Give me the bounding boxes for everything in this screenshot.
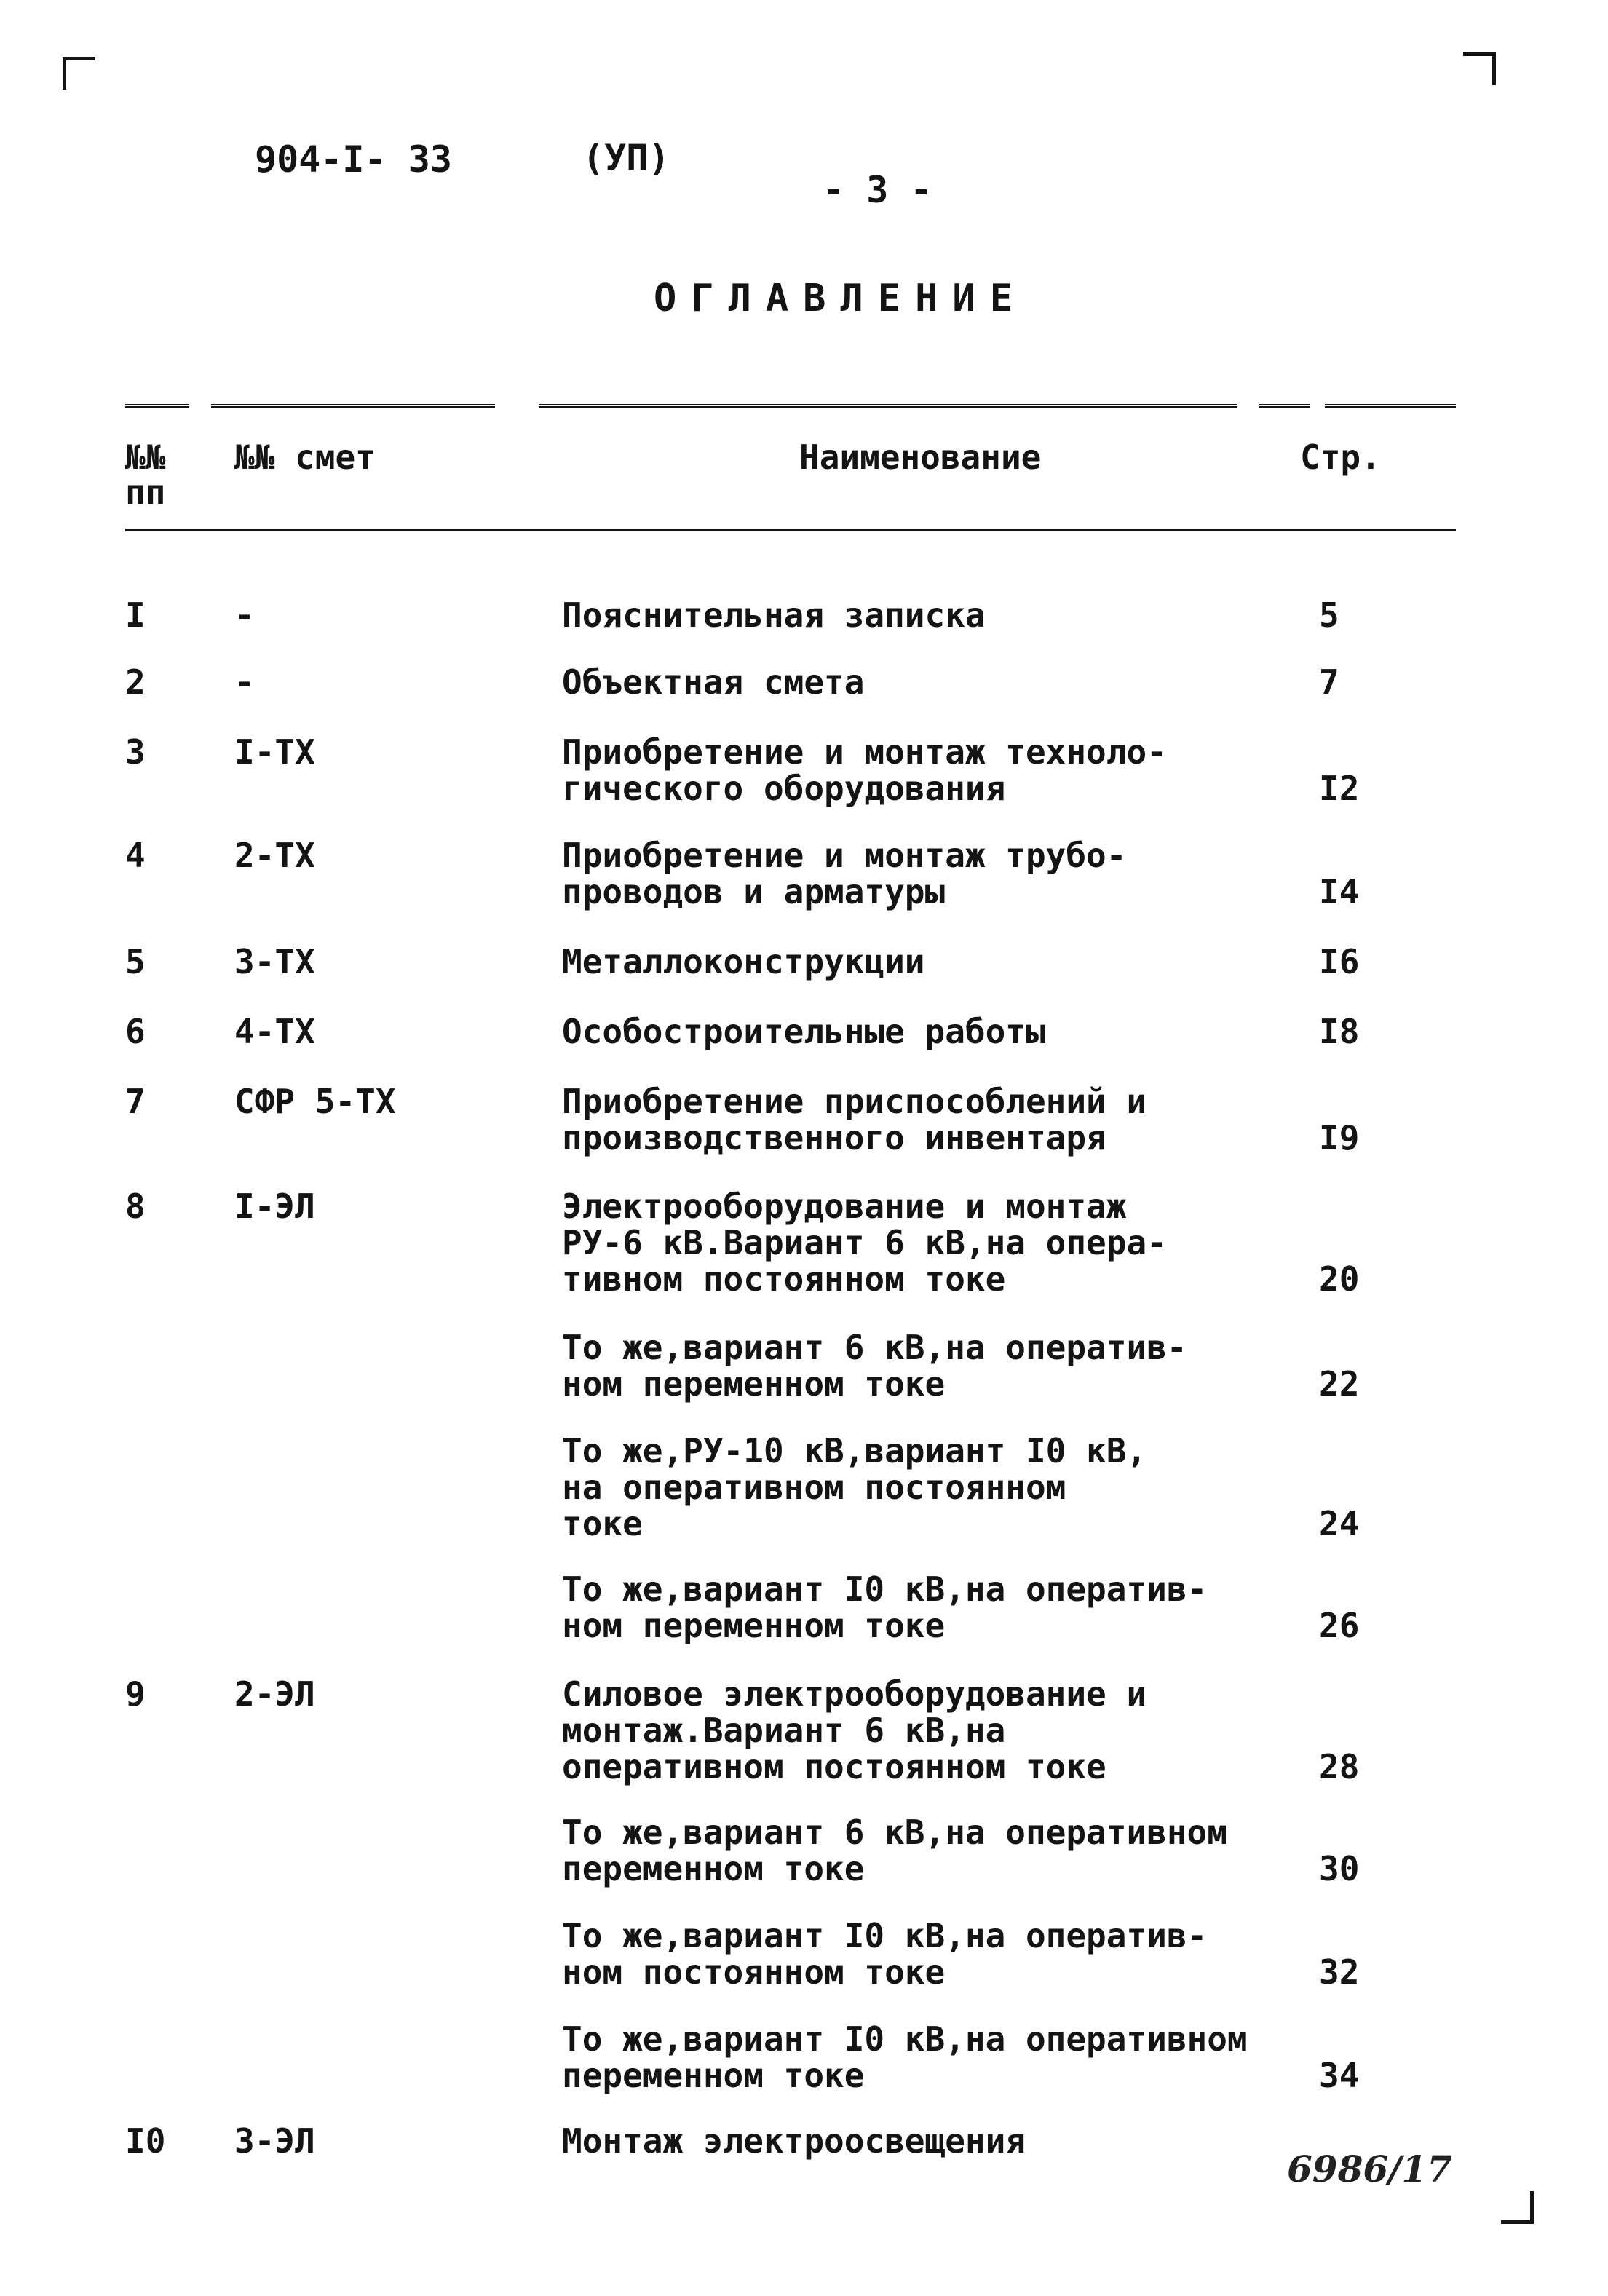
item-page: 22 xyxy=(1319,1364,1360,1404)
item-page: 5 xyxy=(1319,595,1339,635)
item-page: 28 xyxy=(1319,1747,1360,1786)
item-estimate: - xyxy=(234,595,255,635)
item-name: То же,вариант I0 кВ,на оператив- ном постоянном токе xyxy=(562,1916,1208,1992)
item-page: I8 xyxy=(1319,1012,1360,1051)
item-page: I2 xyxy=(1319,769,1360,808)
crop-mark-top-right xyxy=(1463,52,1496,85)
header-bottom-rule xyxy=(125,529,1456,531)
item-number: 6 xyxy=(125,1012,146,1051)
item-name: Электрооборудование и монтаж РУ-6 кВ.Вариант 6 кВ,на опера- тивном постоянном токе xyxy=(562,1187,1167,1299)
item-estimate: 4-ТХ xyxy=(234,1012,315,1051)
item-page: I9 xyxy=(1319,1118,1360,1157)
item-name: Приобретение приспособлений и производственного инвентаря xyxy=(562,1082,1147,1157)
archive-stamp: 6986/17 xyxy=(1287,2147,1453,2190)
item-name: Приобретение и монтаж трубо- проводов и арматуры xyxy=(562,836,1127,911)
item-estimate: 3-ЭЛ xyxy=(234,2121,315,2161)
crop-mark-bottom-right xyxy=(1501,2191,1534,2224)
item-estimate: I-ТХ xyxy=(234,732,315,772)
item-name: Объектная смета xyxy=(562,662,865,702)
item-number: I xyxy=(125,595,146,635)
column-header-page: Стр. xyxy=(1300,438,1381,477)
item-name: То же,вариант I0 кВ,на оперативном переменном токе xyxy=(562,2019,1248,2095)
item-number: 5 xyxy=(125,942,146,981)
item-page: I4 xyxy=(1319,872,1360,911)
item-name: То же,РУ-10 кВ,вариант I0 кВ, на оперативном постоянном токе xyxy=(562,1431,1147,1543)
item-page: 30 xyxy=(1319,1849,1360,1888)
column-header-estimate: №№ смет xyxy=(234,438,376,477)
header-rule xyxy=(211,404,495,408)
item-estimate: - xyxy=(234,662,255,702)
item-number: 7 xyxy=(125,1082,146,1121)
item-estimate: 2-ТХ xyxy=(234,836,315,875)
document-mark: (УП) xyxy=(582,137,670,179)
item-name: Пояснительная записка xyxy=(562,595,986,635)
item-number: I0 xyxy=(125,2121,166,2161)
column-header-number: №№ пп xyxy=(125,438,166,512)
column-header-name: Наименование xyxy=(799,438,1042,477)
item-name: Особостроительные работы xyxy=(562,1012,1046,1051)
item-name: Приобретение и монтаж техноло- гического оборудования xyxy=(562,732,1167,808)
crop-mark-top-left xyxy=(63,57,95,90)
item-number: 2 xyxy=(125,662,146,702)
item-number: 9 xyxy=(125,1674,146,1714)
document-code: 904-I- 33 xyxy=(255,138,452,181)
item-name: То же,вариант I0 кВ,на оператив- ном переменном токе xyxy=(562,1569,1208,1645)
item-page: 34 xyxy=(1319,2056,1360,2095)
item-name: Монтаж электроосвещения xyxy=(562,2121,1026,2161)
item-page: I6 xyxy=(1319,942,1360,981)
item-name: То же,вариант 6 кВ,на оператив- ном переменном токе xyxy=(562,1328,1187,1404)
item-estimate: I-ЭЛ xyxy=(234,1187,315,1226)
header-rule xyxy=(1259,404,1310,408)
item-name: То же,вариант 6 кВ,на оперативном переменном токе xyxy=(562,1813,1227,1888)
header-rule xyxy=(1325,404,1456,408)
item-page: 24 xyxy=(1319,1504,1360,1543)
item-page: 26 xyxy=(1319,1606,1360,1645)
item-estimate: 3-ТХ xyxy=(234,942,315,981)
item-page: 7 xyxy=(1319,662,1339,702)
item-number: 3 xyxy=(125,732,146,772)
item-page: 20 xyxy=(1319,1259,1360,1299)
header-rule xyxy=(539,404,1237,408)
page-number: - 3 - xyxy=(823,169,932,211)
item-number: 4 xyxy=(125,836,146,875)
item-page: 32 xyxy=(1319,1952,1360,1992)
item-estimate: СФР 5-ТХ xyxy=(234,1082,396,1121)
item-estimate: 2-ЭЛ xyxy=(234,1674,315,1714)
header-rule xyxy=(125,404,189,408)
item-name: Силовое электрооборудование и монтаж.Вариант 6 кВ,на оперативном постоянном токе xyxy=(562,1674,1147,1786)
item-number: 8 xyxy=(125,1187,146,1226)
page-title: ОГЛАВЛЕНИЕ xyxy=(653,277,1028,320)
item-name: Металлоконструкции xyxy=(562,942,925,981)
